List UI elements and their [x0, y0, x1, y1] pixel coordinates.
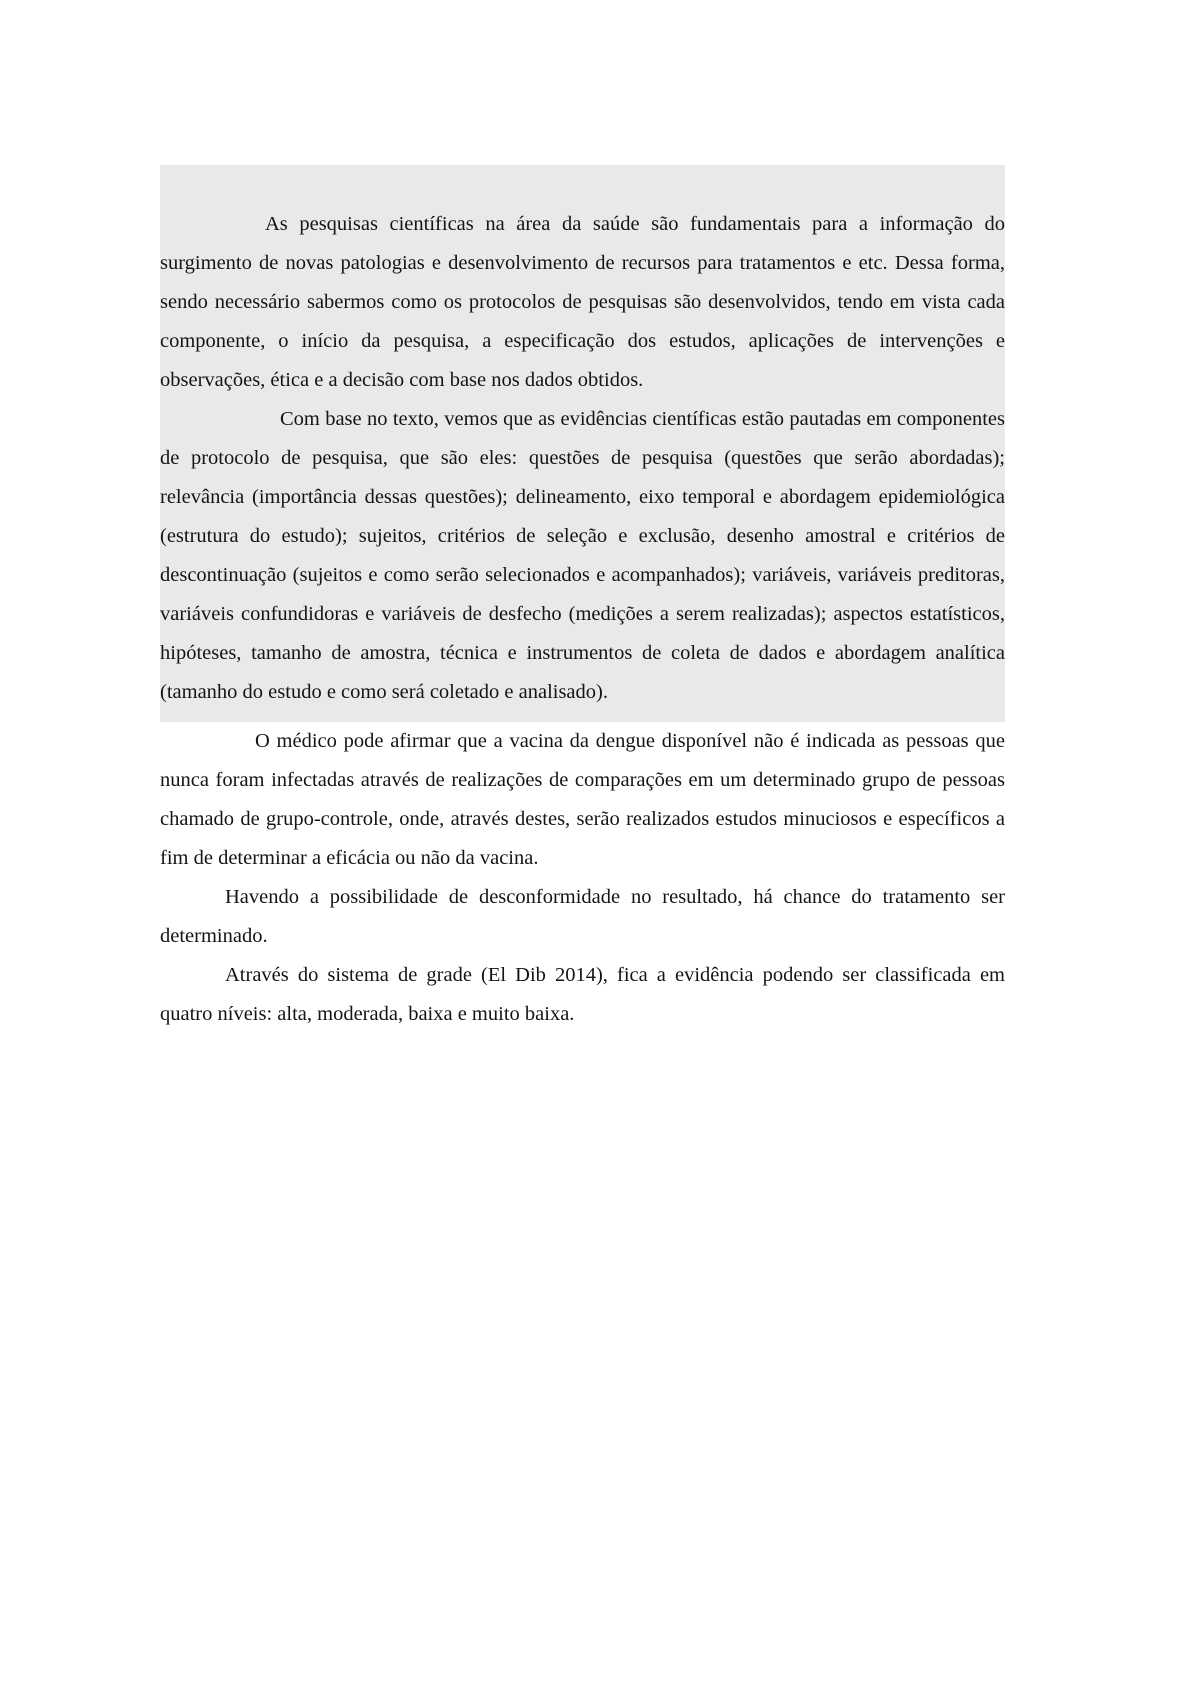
- paragraph-research-intro: As pesquisas científicas na área da saúde são fundamentais para a informação do surgimento de novas patologias e desenvolvimento de recursos para tratamentos e etc. Dessa forma, sendo necessário sabermos como os protocolos de pesquisas são desenvolvidos, tendo em vista cada componente, o início da pesquisa, a especificação dos estudos, aplicações de intervenções e observações, ética e a decisão com base nos dados obtidos.: [160, 213, 1005, 391]
- paragraph-dengue-vaccine: O médico pode afirmar que a vacina da dengue disponível não é indicada as pessoas que nunca foram infectadas através de realizações de comparações em um determinado grupo de pessoas chamado de grupo-controle, onde, através destes, serão realizados estudos minuciosos e específicos a fim de determinar a eficácia ou não da vacina.: [160, 730, 1005, 869]
- document-content: [160, 165, 1005, 1034]
- paragraph-protocol-components: Com base no texto, vemos que as evidências científicas estão pautadas em componentes de protocolo de pesquisa, que são eles: questões de pesquisa (questões que serão abordadas); relevância (importância dessas questões); delineamento, eixo temporal e abordagem epidemiológica (estrutura do estudo); sujeitos, critérios de seleção e exclusão, desenho amostral e critérios de descontinuação (sujeitos e como serão selecionados e acompanhados); variáveis, variáveis preditoras, variáveis confundidoras e variáveis de desfecho (medições a serem realizadas); aspectos estatísticos, hipóteses, tamanho de amostra, técnica e instrumentos de coleta de dados e abordagem analítica (tamanho do estudo e como será coletado e analisado).: [160, 408, 1005, 703]
- paragraph-nonconformity: Havendo a possibilidade de desconformidade no resultado, há chance do tratamento ser determinado.: [160, 886, 1005, 947]
- paragraph-grade-system: Através do sistema de grade (El Dib 2014), fica a evidência podendo ser classificada em quatro níveis: alta, moderada, baixa e muito baixa.: [160, 964, 1005, 1025]
- highlighted-text-block: [160, 165, 1005, 722]
